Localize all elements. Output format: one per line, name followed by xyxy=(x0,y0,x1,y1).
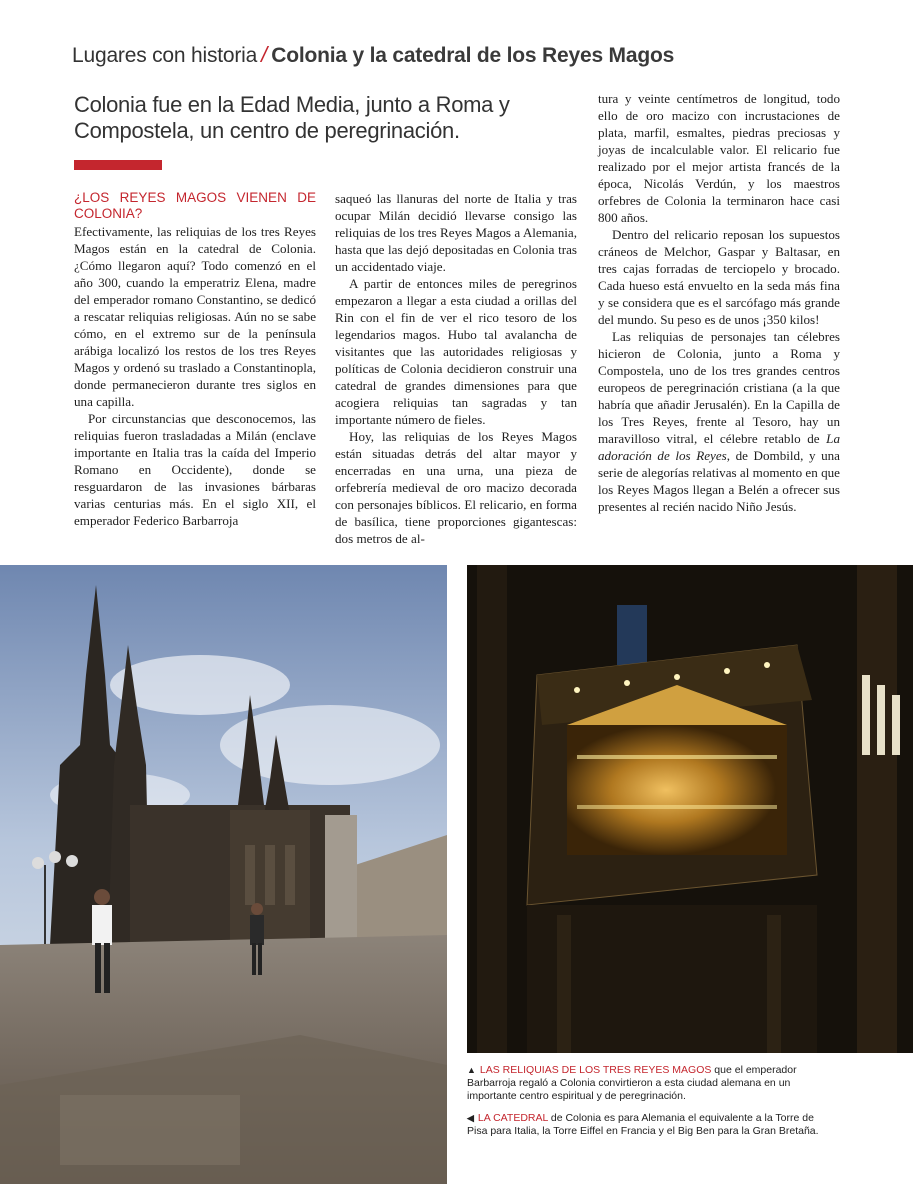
paragraph-text: Las reliquias de personajes tan célebres hicieron de Colonia, junto a Roma y Compostela, uno de los tres grandes centros europeos de peregrinación cristiana (a la que habría que añadir Jerusalén). En la Capilla de los Tres Reyes, frente al Tesoro, hay un maravilloso vitral, el célebre retablo de xyxy=(598,329,840,446)
page-header xyxy=(72,42,892,74)
cathedral-illustration xyxy=(0,565,447,1184)
paragraph: Efectivamente, las reliquias de los tres Reyes Magos están en la catedral de Colonia. ¿Cómo llegaron aquí? Todo comenzó en el año 300, cuando la emperatriz Elena, madre del emperador romano Constantino, se dedicó a rescatar reliquias religiosas. Aún no se sabe cómo, en el extremo sur de la península arábiga localizó los restos de los tres Reyes Magos y ordenó su traslado a Constantinopla, donde permanecieron durante tres siglos en una capilla. xyxy=(74,224,316,409)
caption-text: de Colonia es para Alemania el equivalente a la Torre de Pisa para Italia, la Torre Eiffel en Francia y el Big Ben para la Gran Bretaña. xyxy=(467,1112,819,1137)
accent-bar xyxy=(74,160,162,170)
artwork-title: La adoración de los Reyes xyxy=(598,431,840,463)
text-column-1 xyxy=(74,190,316,529)
caption-highlight: LAS RELIQUIAS DE LOS TRES REYES MAGOS xyxy=(479,1064,712,1076)
article-title: Colonia y la catedral de los Reyes Magos xyxy=(271,44,675,67)
section-label: Lugares con historia xyxy=(72,44,258,67)
triangle-left-icon: ◀ xyxy=(467,1113,474,1123)
reliquary-photo xyxy=(467,565,913,1053)
reliquary-illustration xyxy=(467,565,913,1053)
caption-reliquary xyxy=(467,1064,837,1103)
paragraph-text: , de Dombild, y una serie de alegorías relativas al momento en que los Reyes Magos llegan a Belén a ofrecer sus presentes al recién nacido Niño Jesús. xyxy=(598,448,840,514)
triangle-up-icon: ▲ xyxy=(467,1065,476,1075)
paragraph xyxy=(598,328,840,515)
paragraph: Por circunstancias que desconocemos, las reliquias fueron trasladadas a Milán (enclave importante en Italia tras la caída del Imperio Romano en Occidente), donde se resguardaron de las invasiones bárbaras varias centurias más. En el siglo XII, el emperador Federico Barbarroja xyxy=(74,411,316,528)
caption-text: que el emperador Barbarroja regaló a Colonia convirtieron a esta ciudad alemana en un importante centro espiritual y de peregrinación. xyxy=(467,1064,797,1102)
text-column-3 xyxy=(598,90,840,515)
paragraph: saqueó las llanuras del norte de Italia y tras ocupar Milán decidió llevarse consigo las reliquias de los tres Reyes Magos a Alemania, hasta que las dejó depositadas en Colonia tras un accidentado viaje. xyxy=(335,191,577,274)
text-column-2 xyxy=(335,190,577,547)
paragraph: Dentro del relicario reposan los supuestos cráneos de Melchor, Gaspar y Baltasar, en tres cajas forradas de terciopelo y brocado. Cada hueso está envuelto en la seda más fina y se considera que es el sarcófago más grande del mundo. Su peso es de unos ¡350 kilos! xyxy=(598,227,840,327)
cathedral-photo xyxy=(0,565,447,1184)
article-deck: Colonia fue en la Edad Media, junto a Roma y Compostela, un centro de peregrinación. xyxy=(74,92,510,143)
paragraph: tura y veinte centímetros de longitud, todo ello de oro macizo con incrustaciones de plata, marfil, esmaltes, piedras preciosas y joyas de incalculable valor. El relicario fue realizado por el mejor artista francés de la época, Nicolás Verdún, y los maestros orfebres de Colonia la terminaron hace casi 800 años. xyxy=(598,91,840,225)
caption-highlight: LA CATEDRAL xyxy=(477,1112,548,1124)
header-slash: / xyxy=(261,42,268,67)
paragraph: A partir de entonces miles de peregrinos empezaron a llegar a esta ciudad a orillas del Rin con el fin de ver el rico tesoro de los legendarios magos. Hubo tal avalancha de visitantes que las autoridades religiosas y políticas de Colonia decidieron construir una catedral de grandes dimensiones para que acogiera reliquias tan sagradas y tan importante número de fieles. xyxy=(335,276,577,427)
paragraph: Hoy, las reliquias de los Reyes Magos están situadas detrás del altar mayor y encerradas en una urna, una pieza de orfebrería medieval de oro macizo decorada con personajes bíblicos. El relicario, en forma de basílica, tiene proporciones gigantescas: dos metros de al- xyxy=(335,429,577,546)
caption-cathedral xyxy=(467,1112,837,1138)
subhead: ¿LOS REYES MAGOS VIENEN DE COLONIA? xyxy=(74,190,316,221)
